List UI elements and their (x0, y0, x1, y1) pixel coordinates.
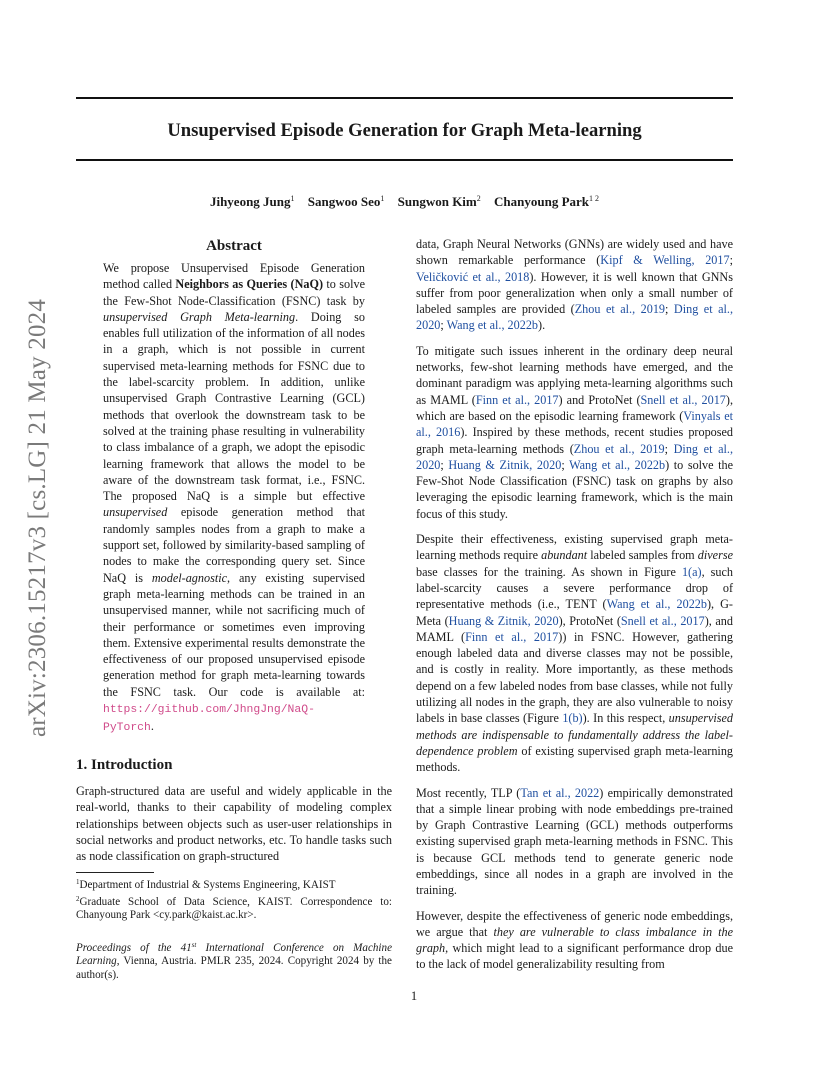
author-2: Sangwoo Seo$^1$ (307, 194, 385, 209)
citation-link[interactable]: Snell et al., 2017 (620, 613, 705, 628)
footnotes (76, 876, 392, 983)
citation-link[interactable]: Tan et al., 2022 (520, 785, 600, 800)
emphasis-text: unsupervised methods are indispensable to fundamentally address the label-dependence problem (416, 711, 733, 758)
citation-link[interactable]: Wang et al., 2022b (606, 597, 707, 612)
emphasis-text: abundant (541, 548, 588, 563)
arxiv-identifier: arXiv:2306.15217v3 [cs.LG] 21 May 2024 (24, 298, 51, 738)
arxiv-sidebar (24, 278, 52, 758)
paper-title: Unsupervised Episode Generation for Graph Meta-learning (167, 120, 642, 141)
author-4: Chanyoung Park$^{1 2}$ (494, 194, 600, 209)
footnote-affiliation-2: $^2$Graduate School of Data Science, KAIST. Correspondence to: Chanyoung Park <cy.park@kaist.ac.kr>. (76, 894, 392, 922)
proceedings-note: Proceedings of the 41st International Conference on Machine Learning, Vienna, Austria. PMLR 235, 2024. Copyright 2024 by the author(s). (76, 940, 392, 981)
citation-link[interactable]: Ding et al., 2020 (416, 441, 734, 472)
right-column (416, 236, 733, 982)
paragraph: Most recently, TLP (Tan et al., 2022) empirically demonstrated that a simple linear probing with node embeddings pre-trained by Graph Contrastive Learning (GCL) methods outperforms existing supervised graph meta-learning methods in FSNC. This is because GCL methods tend to generate generic node embeddings, since all nodes in a graph are involved in the training. (416, 785, 733, 898)
paragraph: data, Graph Neural Networks (GNNs) are widely used and have shown remarkable performance (Kipf & Welling, 2017; Veličković et al., 2018). However, it is well known that GNNs suffer from poor generalization when only a small number of labeled samples are provided (Zhou et al., 2019; Ding et al., 2020; Wang et al., 2022b). (416, 237, 733, 333)
introduction-paragraph: Graph-structured data are useful and widely applicable in the real-world, thanks to their capability of modeling complex relationships between objects such as user-user relationships in social networks and product networks, etc. To handle tasks such as node classification on graph-structured (76, 784, 392, 864)
citation-link[interactable]: Kipf & Welling, 2017 (600, 253, 730, 268)
emphasis-text: diverse (697, 548, 733, 563)
citation-link[interactable]: Veličković et al., 2018 (416, 269, 530, 284)
left-column (76, 236, 392, 737)
page-number: 1 (410, 989, 418, 1003)
citation-link[interactable]: Wang et al., 2022b (569, 457, 666, 472)
citation-link[interactable]: Snell et al., 2017 (640, 392, 726, 407)
abstract-body: We propose Unsupervised Episode Generation method called Neighbors as Queries (NaQ) to solve the Few-Shot Node-Classification (FSNC) task by unsupervised Graph Meta-learning. Doing so enables full utilization of the information of all nodes in a graph, which is not possible in current supervised meta-learning methods for FSNC due to the label-scarcity problem. In addition, unlike unsupervised Graph Contrastive Learning (GCL) methods that overlook the downstream task to be solved at the training phase resulting in vulnerability to class imbalance of a graph, we adopt the episodic learning framework that allows the model to be aware of the downstream task format, i.e., FSNC. The proposed NaQ is a simple but effective unsupervised episode generation method that randomly samples nodes from a graph to make a support set, followed by similarity-based sampling of nodes to make the corresponding query set. Since NaQ is model-agnostic, any existing supervised graph meta-learning methods can be trained in an unsupervised manner, while not sacrificing much of their performance or sometimes even improving them. Extensive experimental results demonstrate the effectiveness of our proposed unsupervised episode generation method for graph meta-learning towards the FSNC task. Our code is available at: https://github.com/JhngJng/NaQ-PyTorch. (103, 261, 365, 735)
citation-link[interactable]: Huang & Zitnik, 2020 (448, 457, 562, 472)
citation-link[interactable]: Zhou et al., 2019 (574, 302, 666, 317)
paragraph: To mitigate such issues inherent in the ordinary deep neural networks, few-shot learning methods have emerged, and the dominant paradigm was applying meta-learning algorithms such as MAML (Finn et al., 2017) and ProtoNet (Snell et al., 2017), which are based on the episodic learning framework (Vinyals et al., 2016). Inspired by these methods, recent studies proposed graph meta-learning methods (Zhou et al., 2019; Ding et al., 2020; Huang & Zitnik, 2020; Wang et al., 2022b) to solve the Few-Shot Node Classification (FSNC) task on graphs by also leveraging the episodic learning framework, which is the main focus of this study. (416, 343, 734, 521)
footnote-affiliation-1: $^1$Department of Industrial & Systems Engineering, KAIST (76, 878, 336, 891)
citation-link[interactable]: Vinyals et al., 2016 (416, 408, 733, 440)
top-rule-2 (76, 159, 733, 161)
paragraph: Despite their effectiveness, existing supervised graph meta-learning methods require abundant labeled samples from diverse base classes for the training. As shown in Figure 1(a), such label-scarcity causes a severe performance drop of representative methods (i.e., TENT (Wang et al., 2022b), G-Meta (Huang & Zitnik, 2020), ProtoNet (Snell et al., 2017), and MAML (Finn et al., 2017)) in FSNC. However, gathering enough labeled data and diverse classes may not be possible, and is costly in reality. More importantly, as these methods depend on a few labeled nodes from base classes, while not fully utilizing all nodes in the graph, they are also vulnerable to noisy labels in base classes (Figure 1(b)). In this respect, unsupervised methods are indispensable to fundamentally address the label-dependence problem of existing supervised graph meta-learning methods. (416, 532, 734, 775)
top-rule-1 (76, 97, 733, 99)
citation-link[interactable]: 1(a) (681, 564, 702, 579)
paragraph: However, despite the effectiveness of generic node embeddings, we argue that they are vulnerable to class imbalance in the graph, which might lead to a significant performance drop due to the lack of model generalizability resulting from (416, 908, 733, 972)
emphasis-text: they are vulnerable to class imbalance in the graph (416, 924, 733, 956)
citation-link[interactable]: Wang et al., 2022b (446, 318, 539, 333)
section-heading-introduction: 1. Introduction (76, 757, 173, 773)
citation-link[interactable]: Huang & Zitnik, 2020 (448, 613, 559, 628)
citation-link[interactable]: Zhou et al., 2019 (573, 441, 665, 456)
citation-link[interactable]: Finn et al., 2017 (465, 629, 559, 644)
author-3: Sungwon Kim$^2$ (397, 194, 481, 209)
method-name: Neighbors as Queries (NaQ) (175, 277, 324, 292)
abstract-heading: Abstract (206, 238, 262, 254)
citation-link[interactable]: Finn et al., 2017 (475, 392, 559, 407)
author-1: Jihyeong Jung$^1$ (209, 194, 295, 209)
citation-link[interactable]: Ding et al., 2020 (416, 302, 733, 333)
footnote-rule (76, 872, 154, 873)
code-link[interactable]: https://github.com/JhngJng/NaQ-PyTorch (103, 704, 315, 735)
author-list (76, 190, 733, 211)
citation-link[interactable]: 1(b) (562, 711, 583, 726)
